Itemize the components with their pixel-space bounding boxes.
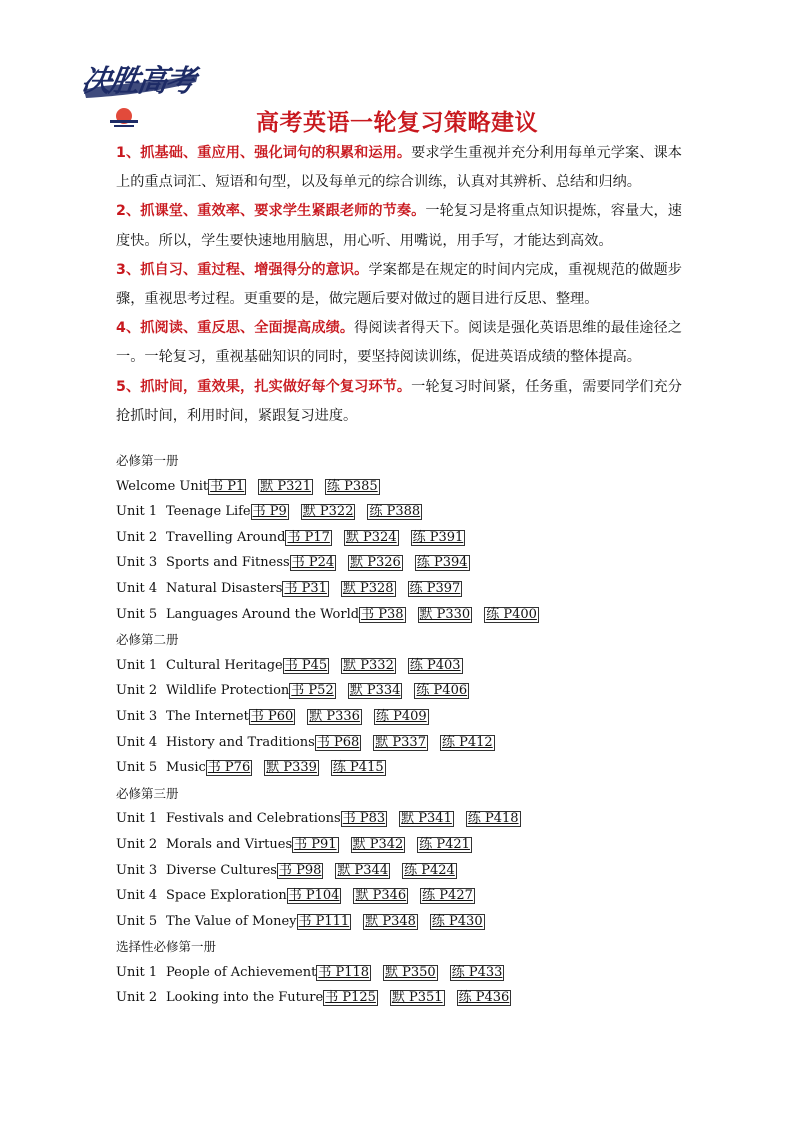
page-reference-link[interactable]: 书 P60 bbox=[250, 708, 294, 724]
unit-title: Diverse Cultures bbox=[166, 862, 277, 878]
unit-title: Morals and Virtues bbox=[166, 836, 293, 852]
page-reference-link[interactable]: 书 P17 bbox=[287, 529, 330, 545]
page-reference-link[interactable]: 练 P436 bbox=[458, 990, 510, 1006]
page-reference-link[interactable]: 默 P330 bbox=[419, 606, 471, 622]
unit-number: Unit 5 bbox=[116, 913, 158, 929]
strategy-body: 一轮复习时间紧，任务重，需要同学们充分抢抓时间，利用时间，紧跟复习进度。 bbox=[116, 378, 682, 424]
strategy-body: 学案都是在规定的时间内完成，重视规范的做题步骤，重视思考过程。更重要的是，做完题后要对做过的题目进行反思、整理。 bbox=[116, 261, 682, 308]
unit-title: Welcome Unit bbox=[116, 478, 209, 494]
page-reference-link[interactable]: 书 P31 bbox=[284, 580, 327, 596]
unit-number: Unit 1 bbox=[116, 811, 158, 827]
unit-number: Unit 1 bbox=[116, 657, 158, 673]
page-reference-link[interactable]: 默 P337 bbox=[375, 734, 426, 750]
strategy-item bbox=[116, 139, 682, 197]
page-reference-link[interactable]: 练 P421 bbox=[419, 836, 470, 852]
book-heading: 必修第三册 bbox=[116, 785, 179, 801]
page-reference-link[interactable]: 练 P391 bbox=[412, 529, 464, 545]
page-reference-link[interactable]: 练 P400 bbox=[486, 606, 537, 622]
unit-row bbox=[116, 576, 716, 602]
strategy-lead: 5、抓时间，重效果，扎实做好每个复习环节。 bbox=[116, 378, 412, 395]
unit-number: Unit 5 bbox=[116, 606, 158, 622]
unit-number: Unit 3 bbox=[116, 862, 158, 878]
page-reference-link[interactable]: 练 P388 bbox=[369, 504, 421, 520]
page-reference-link[interactable]: 练 P424 bbox=[404, 862, 455, 878]
unit-title: The Value of Money bbox=[166, 913, 297, 929]
unit-row bbox=[116, 985, 716, 1011]
strategy-lead: 3、抓自习、重过程、增强得分的意识。 bbox=[116, 261, 369, 278]
page-reference-link[interactable]: 练 P406 bbox=[416, 683, 468, 699]
page-reference-link[interactable]: 书 P45 bbox=[284, 657, 328, 673]
page-reference-link[interactable]: 默 P321 bbox=[260, 478, 311, 494]
page-reference-link[interactable]: 默 P328 bbox=[342, 580, 394, 596]
unit-row bbox=[116, 730, 716, 756]
unit-title: Music bbox=[166, 760, 206, 776]
page-reference-link[interactable]: 默 P332 bbox=[343, 657, 394, 673]
page-reference-link[interactable]: 书 P38 bbox=[361, 606, 404, 622]
page-reference-link[interactable]: 书 P125 bbox=[325, 990, 376, 1006]
logo-text: 决胜高考 bbox=[79, 64, 196, 99]
page-title: 高考英语一轮复习策略建议 bbox=[256, 110, 538, 136]
unit-row bbox=[116, 858, 716, 884]
page-reference-link[interactable]: 练 P418 bbox=[467, 811, 519, 827]
unit-row bbox=[116, 474, 716, 500]
strategy-item bbox=[116, 197, 682, 255]
book-heading: 必修第二册 bbox=[116, 632, 179, 648]
unit-title: Sports and Fitness bbox=[166, 555, 290, 571]
page-reference-link[interactable]: 书 P83 bbox=[342, 811, 386, 827]
unit-number: Unit 2 bbox=[116, 683, 158, 699]
unit-number: Unit 2 bbox=[116, 990, 158, 1006]
unit-row bbox=[116, 525, 716, 551]
unit-row bbox=[116, 755, 716, 781]
unit-row bbox=[116, 960, 716, 986]
page-reference-link[interactable]: 练 P430 bbox=[431, 913, 483, 929]
page-reference-link[interactable]: 书 P9 bbox=[252, 504, 287, 520]
strategy-body: 一轮复习是将重点知识提炼，容量大，速度快。所以，学生要快速地用脑思，用心听、用嘴说，用手写，才能达到高效。 bbox=[116, 203, 682, 249]
page-reference-link[interactable]: 练 P394 bbox=[416, 555, 468, 571]
unit-number: Unit 4 bbox=[116, 580, 158, 596]
strategy-list bbox=[116, 139, 682, 431]
page-reference-link[interactable]: 练 P412 bbox=[441, 734, 493, 750]
unit-number: Unit 1 bbox=[116, 964, 158, 980]
unit-title: The Internet bbox=[166, 708, 249, 724]
unit-title: Teenage Life bbox=[166, 504, 251, 520]
unit-title: Looking into the Future bbox=[166, 990, 324, 1006]
page-reference-link[interactable]: 书 P111 bbox=[298, 913, 350, 929]
unit-number: Unit 5 bbox=[116, 760, 158, 776]
unit-row bbox=[116, 832, 716, 858]
strategy-lead: 4、抓阅读、重反思、全面提高成绩。 bbox=[116, 320, 355, 337]
page-reference-link[interactable]: 默 P334 bbox=[349, 683, 401, 699]
page-reference-link[interactable]: 默 P348 bbox=[365, 913, 416, 929]
page-reference-link[interactable]: 默 P336 bbox=[309, 708, 360, 724]
unit-title: People of Achievement bbox=[166, 964, 317, 980]
page-reference-link[interactable]: 默 P341 bbox=[401, 811, 452, 827]
page-reference-link[interactable]: 默 P339 bbox=[266, 760, 317, 776]
page-reference-link[interactable]: 练 P433 bbox=[451, 964, 503, 980]
page-reference-link[interactable]: 默 P351 bbox=[391, 990, 443, 1006]
strategy-lead: 2、抓课堂、重效率、要求学生紧跟老师的节奏。 bbox=[116, 203, 426, 220]
page-reference-link[interactable]: 书 P98 bbox=[278, 862, 322, 878]
page-reference-link[interactable]: 默 P350 bbox=[385, 964, 436, 980]
unit-title: Travelling Around bbox=[166, 529, 286, 545]
page-reference-link[interactable]: 书 P1 bbox=[210, 478, 245, 494]
strategy-lead: 1、抓基础、重应用、强化词句的积累和运用。 bbox=[116, 145, 412, 161]
page-reference-link[interactable]: 练 P385 bbox=[326, 478, 378, 494]
unit-row bbox=[116, 806, 716, 832]
page-reference-link[interactable]: 练 P415 bbox=[332, 760, 384, 776]
unit-row bbox=[116, 909, 716, 935]
page-reference-link[interactable]: 默 P322 bbox=[302, 504, 354, 520]
book-heading: 选择性必修第一册 bbox=[116, 939, 217, 955]
unit-title: Wildlife Protection bbox=[166, 683, 290, 699]
unit-number: Unit 4 bbox=[116, 734, 158, 750]
page-reference-link[interactable]: 书 P68 bbox=[316, 734, 360, 750]
unit-title: Festivals and Celebrations bbox=[166, 811, 341, 827]
unit-title: Natural Disasters bbox=[166, 580, 283, 596]
unit-row bbox=[116, 602, 716, 628]
unit-number: Unit 1 bbox=[116, 504, 158, 520]
page-reference-link[interactable]: 书 P118 bbox=[318, 964, 370, 980]
unit-number: Unit 3 bbox=[116, 555, 158, 571]
unit-title: Space Exploration bbox=[166, 888, 287, 904]
page-reference-link[interactable]: 默 P346 bbox=[355, 888, 407, 904]
page-reference-link[interactable]: 书 P52 bbox=[291, 683, 334, 699]
unit-title: Languages Around the World bbox=[166, 606, 360, 622]
unit-row bbox=[116, 883, 716, 909]
strategy-item bbox=[116, 256, 682, 314]
page-reference-link[interactable]: 书 P91 bbox=[294, 836, 337, 852]
page-reference-link[interactable]: 默 P324 bbox=[345, 529, 397, 545]
strategy-body: 要求学生重视并充分利用每单元学案、课本上的重点词汇、短语和句型，以及每单元的综合训练，认真对其辨析、总结和归纳。 bbox=[116, 145, 682, 191]
page-reference-link[interactable]: 书 P76 bbox=[207, 760, 251, 776]
page-reference-link[interactable]: 练 P409 bbox=[375, 708, 427, 724]
page-reference-link[interactable]: 书 P24 bbox=[291, 555, 335, 571]
unit-number: Unit 2 bbox=[116, 836, 158, 852]
unit-row bbox=[116, 678, 716, 704]
unit-row bbox=[116, 550, 716, 576]
page-reference-link[interactable]: 默 P326 bbox=[350, 555, 401, 571]
page-reference-link[interactable]: 练 P403 bbox=[409, 657, 461, 673]
unit-title: History and Traditions bbox=[166, 734, 315, 750]
unit-title: Cultural Heritage bbox=[166, 657, 283, 673]
book-heading: 必修第一册 bbox=[116, 453, 179, 468]
unit-reference-list bbox=[116, 448, 716, 1011]
page-reference-link[interactable]: 练 P397 bbox=[409, 580, 461, 596]
strategy-item bbox=[116, 314, 682, 372]
strategy-body: 得阅读者得天下。阅读是强化英语思维的最佳途径之一。一轮复习，重视基础知识的同时，要坚持阅读训练，促进英语成绩的整体提高。 bbox=[116, 320, 682, 366]
strategy-item bbox=[116, 373, 682, 431]
page-reference-link[interactable]: 书 P104 bbox=[288, 888, 340, 904]
unit-row bbox=[116, 704, 716, 730]
page-reference-link[interactable]: 默 P342 bbox=[352, 836, 404, 852]
unit-number: Unit 4 bbox=[116, 888, 158, 904]
page-reference-link[interactable]: 默 P344 bbox=[337, 862, 389, 878]
unit-row bbox=[116, 499, 716, 525]
unit-number: Unit 2 bbox=[116, 529, 158, 545]
unit-row bbox=[116, 653, 716, 679]
unit-number: Unit 3 bbox=[116, 708, 158, 724]
page-reference-link[interactable]: 练 P427 bbox=[422, 888, 473, 904]
